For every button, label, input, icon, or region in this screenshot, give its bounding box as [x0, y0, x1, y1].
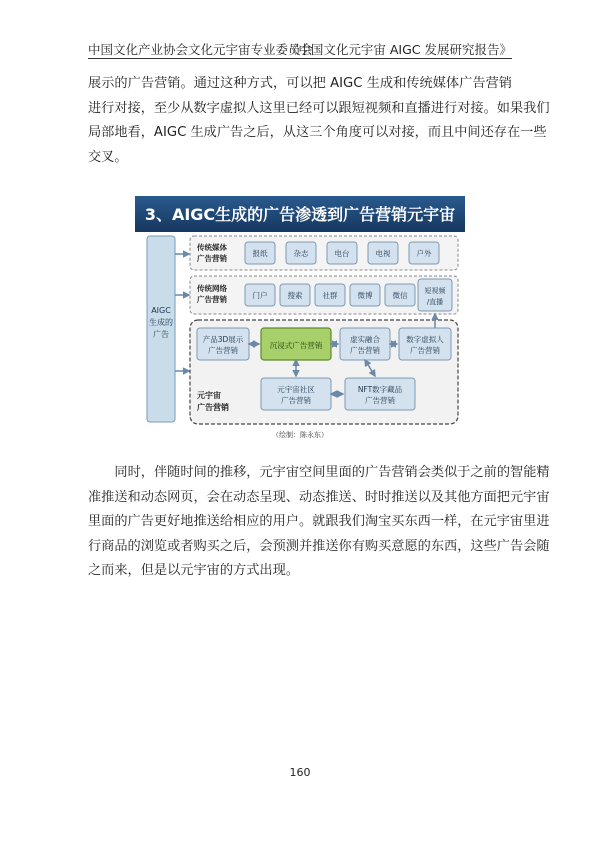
page-header: [88, 40, 512, 58]
media-item-label: 电台: [334, 249, 350, 258]
paragraph-line: 进行对接，至少从数字虚拟人这里已经可以跟短视频和直播进行对接。如果我们: [88, 100, 550, 116]
network-item-label: 门户: [252, 291, 268, 300]
community-box: [261, 378, 331, 410]
traditional-media-label: 广告营销: [197, 254, 227, 263]
header-rule: [88, 58, 512, 59]
virtual-real-label: 虚实融合: [350, 335, 380, 344]
short-video-box: [418, 279, 452, 311]
aigc-advertising-diagram: [135, 196, 465, 441]
virtual-real-box: [340, 328, 390, 360]
product-3d-label: 产品3D展示: [202, 335, 244, 344]
short-video-label: /直播: [426, 298, 444, 306]
nft-box: [345, 378, 415, 410]
network-item-label: 搜索: [287, 291, 303, 300]
aigc-source-label: 广告: [153, 330, 169, 339]
paragraph-line: 准推送和动态网页，会在动态呈现、动态推送、时时推送以及其他方面把元宇宙: [88, 489, 550, 505]
media-item-label: 电视: [375, 249, 391, 258]
network-item-label: 微博: [357, 291, 373, 300]
paragraph-2: [88, 461, 550, 584]
product-3d-box: [197, 328, 249, 360]
digital-human-label: 广告营销: [410, 346, 440, 355]
paragraph-line: 同时，伴随时间的推移，元宇宙空间里面的广告营销会类似于之前的智能精: [114, 465, 550, 480]
network-item-label: 社群: [322, 291, 338, 300]
media-item-label: 报纸: [252, 249, 268, 258]
traditional-network-label: 传统网络: [197, 284, 227, 293]
page-number: 160: [289, 766, 311, 779]
paragraph-line: 里面的广告更好地推送给相应的用户。就跟我们淘宝买东西一样，在元宇宙里进: [88, 514, 550, 529]
product-3d-label: 广告营销: [208, 346, 238, 355]
immersive-label: 沉浸式广告营销: [269, 341, 323, 350]
paragraph-line: 行商品的浏览或者购买之后，会预测并推送你有购买意愿的东西，这些广告会随: [88, 538, 550, 554]
traditional-media-label: 传统媒体: [197, 243, 227, 252]
nft-label: NFT数字藏品: [357, 385, 403, 394]
aigc-source-label: AIGC: [151, 306, 171, 315]
short-video-label: 短视频: [424, 287, 446, 295]
paragraph-1: [88, 72, 550, 170]
aigc-source-box: [147, 236, 175, 422]
diagram-caption: （绘制：陈永东）: [272, 431, 328, 439]
digital-human-label: 数字虚拟人: [406, 335, 444, 344]
nft-label: 广告营销: [365, 396, 395, 405]
network-item-label: 微信: [392, 291, 408, 300]
header-right: 《中国文化元宇宙 AIGC 发展研究报告》: [285, 42, 512, 57]
paragraph-line: 展示的广告营销。通过这种方式，可以把 AIGC 生成和传统媒体广告营销: [88, 76, 512, 91]
paragraph-line: 局部地看，AIGC 生成广告之后，从这三个角度可以对接，而且中间还存在一些: [88, 125, 547, 140]
community-label: 广告营销: [281, 396, 311, 405]
paragraph-line: 之而来，但是以元宇宙的方式出现。: [88, 563, 299, 578]
header-left: 中国文化产业协会文化元宇宙专业委员会: [88, 42, 314, 57]
paragraph-line: 交叉。: [88, 149, 128, 165]
digital-human-box: [399, 328, 451, 360]
virtual-real-label: 广告营销: [350, 346, 380, 355]
aigc-source-label: 生成的: [149, 318, 173, 327]
community-label: 元宇宙社区: [277, 385, 315, 394]
metaverse-label: 广告营销: [197, 403, 229, 412]
traditional-network-label: 广告营销: [197, 295, 227, 304]
media-item-label: 户外: [416, 249, 432, 258]
media-item-label: 杂志: [293, 249, 309, 258]
metaverse-label: 元宇宙: [197, 391, 221, 400]
diagram-title: 3、AIGC生成的广告渗透到广告营销元宇宙: [144, 205, 456, 224]
